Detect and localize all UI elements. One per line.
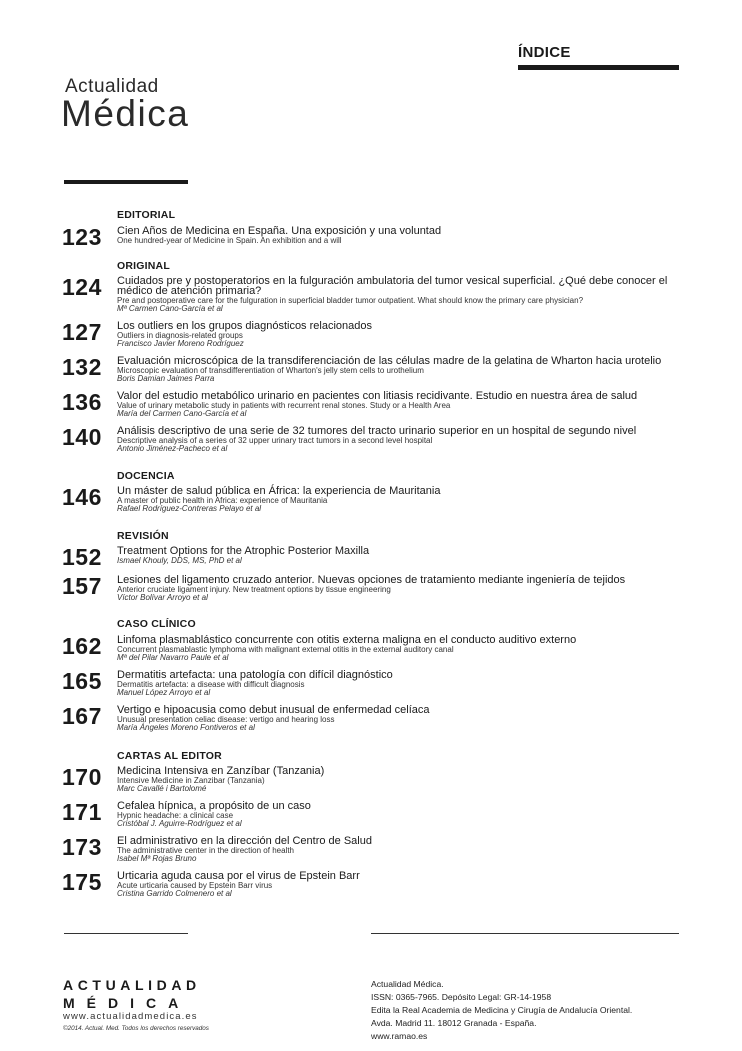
footer-rule-right [371,933,679,934]
entry-text [117,277,687,313]
page-number: 171 [62,799,102,825]
publisher-line: ISSN: 0365-7965. Depósito Legal: GR-14-1958 [371,992,552,1002]
article-authors: Boris Damian Jaimes Parra [117,374,215,383]
article-authors: Cristóbal J. Aguirre-Rodríguez et al [117,819,242,828]
page-number: 165 [62,668,102,694]
entry-text [117,706,687,732]
article-authors: Rafael Rodríguez-Contreras Pelayo et al [117,504,262,513]
entry-text [117,392,687,418]
article-english-title: Anterior cruciate ligament injury. New treatment options by tissue engineering [117,585,391,594]
page-number: 132 [62,354,102,380]
page-number: 140 [62,424,102,450]
article-authors: Ismael Khouly, DDS, MS, PhD et al [117,555,242,565]
article-title: Dermatitis artefacta: una patología con difícil diagnóstico [117,669,393,681]
page-number: 123 [62,224,102,250]
page-number: 167 [62,703,102,729]
footer-copyright: ©2014. Actual. Med. Todos los derechos reservados [63,1025,209,1032]
publisher-line: Actualidad Médica. [371,979,444,989]
article-english-title: Hypnic headache: a clinical case [117,811,234,820]
section-heading: EDITORIAL [117,209,176,221]
page-number: 127 [62,319,102,345]
article-title: Cien Años de Medicina en España. Una exposición y una voluntad [117,225,442,237]
article-title: Linfoma plasmablástico concurrente con otitis externa maligna en el conducto auditivo externo [117,634,577,646]
article-title: Lesiones del ligamento cruzado anterior. Nuevas opciones de tratamiento mediante ingeniería de tejidos [117,574,626,586]
article-english-title: One hundred-year of Medicine in Spain. An exhibition and a will [117,236,342,245]
article-authors: Mª Carmen Cano-García et al [117,303,223,313]
article-english-title: Value of urinary metabolic study in patients with recurrent renal stones. Study or a Health Area [117,401,451,410]
entry-text [117,547,687,565]
article-title: Vertigo e hipoacusia como debut inusual de enfermedad celíaca [117,704,430,716]
footer-logo-line2: MÉDICA [63,995,191,1011]
article-authors: Marc Cavallé i Bartolomé [117,784,207,793]
brand-name-large: Médica [61,93,190,134]
article-english-title: A master of public health in Africa: experience of Mauritania [117,496,328,505]
article-title: Un máster de salud pública en África: la experiencia de Mauritania [117,485,441,497]
article-english-title: Unusual presentation celiac disease: vertigo and hearing loss [117,715,335,724]
entry-text [117,872,687,898]
page-number: 152 [62,544,102,570]
article-authors: Isabel Mª Rojas Bruno [117,854,197,863]
entry-text [117,322,687,348]
footer-rule-left [64,933,188,934]
article-authors: Manuel López Arroyo et al [117,688,211,697]
entry-text [117,767,687,793]
article-title: Evaluación microscópica de la transdiferenciación de las células madre de la gelatina de Wharton hacia urotelio [117,355,662,367]
article-authors: Víctor Bolívar Arroyo et al [117,593,208,602]
article-english-title: Dermatitis artefacta: a disease with difficult diagnosis [117,680,305,689]
page-number: 124 [62,274,102,300]
article-title: El administrativo en la dirección del Centro de Salud [117,835,372,847]
article-authors: María del Carmen Cano-García et al [117,409,247,418]
page-number: 170 [62,764,102,790]
article-english-title: The administrative center in the direction of health [117,846,294,855]
publisher-line: Avda. Madrid 11. 18012 Granada - España. [371,1018,537,1028]
article-authors: Francisco Javier Moreno Rodríguez [117,339,244,348]
article-title: Cuidados pre y postoperatorios en la fulguración ambulatoria del tumor vesical superficial. ¿Qué debe conocer el médico de atención primaria? [117,275,668,297]
footer-logo-line1: ACTUALIDAD [63,977,201,993]
article-title: Urticaria aguda causa por el virus de Epstein Barr [117,870,360,882]
entry-text [117,636,687,662]
index-heading: ÍNDICE [518,44,571,61]
section-heading: ORIGINAL [117,260,170,272]
article-authors: Cristina Garrido Colmenero et al [117,889,232,898]
article-english-title: Microscopic evaluation of transdifferentiation of Wharton's jelly stem cells to urothelium [117,366,424,375]
article-english-title: Outliers in diagnosis-related groups [117,331,243,340]
section-heading: DOCENCIA [117,470,175,482]
publisher-line: Edita la Real Academia de Medicina y Cirugía de Andalucía Oriental. [371,1005,633,1015]
footer-website-link[interactable]: www.actualidadmedica.es [63,1011,198,1022]
section-heading: CASO CLÍNICO [117,618,196,630]
article-title: Cefalea hípnica, a propósito de un caso [117,800,311,812]
article-english-title: Acute urticaria caused by Epstein Barr virus [117,881,273,890]
entry-text [117,802,687,828]
entry-text [117,487,687,513]
article-title: Análisis descriptivo de una serie de 32 tumores del tracto urinario superior en un hospital de segundo nivel [117,425,637,437]
page-number: 146 [62,484,102,510]
page-number: 175 [62,869,102,895]
article-english-title: Pre and postoperative care for the fulguration in superficial bladder tumor outpatient. What should know the primary care physician? [117,295,584,305]
article-title: Medicina Intensiva en Zanzíbar (Tanzania) [117,765,325,777]
publisher-link[interactable]: www.ramao.es [371,1031,428,1041]
article-authors: Mª del Pilar Navarro Paule et al [117,653,229,662]
article-authors: María Ángeles Moreno Fontiveros et al [117,723,255,732]
entry-text [117,576,687,602]
entry-text [117,357,687,383]
section-heading: CARTAS AL EDITOR [117,750,222,762]
article-title: Los outliers en los grupos diagnósticos relacionados [117,320,372,332]
page-number: 136 [62,389,102,415]
article-english-title: Intensive Medicine in Zanzibar (Tanzania) [117,776,265,785]
article-title: Treatment Options for the Atrophic Posterior Maxilla [117,545,370,557]
article-title: Valor del estudio metabólico urinario en pacientes con litiasis recidivante. Estudio en nuestra área de salud [117,390,638,402]
article-authors: Antonio Jiménez-Pacheco et al [117,444,228,453]
entry-text [117,671,687,697]
page-number: 173 [62,834,102,860]
entry-text [117,427,687,453]
article-english-title: Concurrent plasmablastic lymphoma with malignant external otitis in the external auditory canal [117,645,454,654]
brand-name-small: Actualidad [65,76,159,97]
section-heading: REVISIÓN [117,530,169,542]
entry-text [117,227,687,245]
page-number: 162 [62,633,102,659]
page-number: 157 [62,573,102,599]
article-english-title: Descriptive analysis of a series of 32 upper urinary tract tumors in a second level hospital [117,436,433,445]
entry-text [117,837,687,863]
